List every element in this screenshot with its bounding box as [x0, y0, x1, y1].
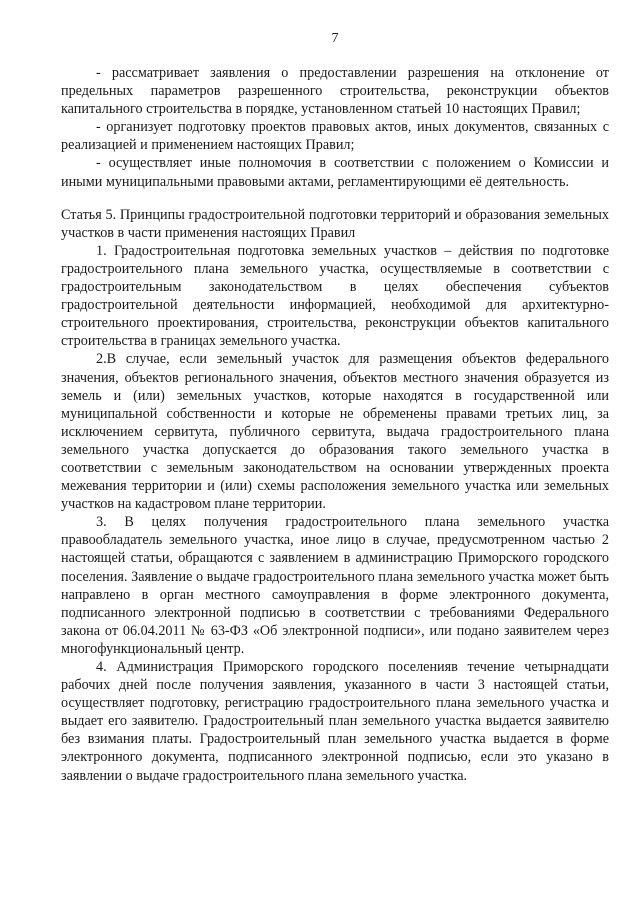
list-item: - осуществляет иные полномочия в соответствии с положением о Комиссии и иными муниципальными правовыми актами, регламентирующими её деятельность.	[61, 155, 609, 190]
section-spacer	[61, 191, 609, 206]
list-item: - организует подготовку проектов правовых актов, иных документов, связанных с реализацией и применением настоящих Правил;	[61, 119, 609, 154]
list-item: - рассматривает заявления о предоставлении разрешения на отклонение от предельных параметров разрешенного строительства, реконструкции объектов капитального строительства в порядке, установленном статьей 10 настоящих Правил;	[61, 65, 609, 118]
article-paragraph: 1. Градостроительная подготовка земельных участков – действия по подготовке градостроительного плана земельного участка, осуществляемые в соответствии с градостроительным законодательством в целях обеспечения субъектов градостроительной деятельности информацией, необходимой для архитектурно-строительного проектирования, строительства, реконструкции объектов капитального строительства в границах земельного участка.	[61, 242, 609, 350]
article-title: Статья 5. Принципы градостроительной подготовки территорий и образования земельных участков в части применения настоящих Правил	[61, 206, 609, 241]
document-page	[61, 30, 609, 785]
page-number: 7	[331, 31, 339, 46]
article-paragraph: 3. В целях получения градостроительного плана земельного участка правообладатель земельного участка, иное лицо в случае, предусмотренном частью 2 настоящей статьи, обращаются с заявлением в администрацию Приморского городского поселения. Заявление о выдаче градостроительного плана земельного участка может быть направлено в орган местного самоуправления в форме электронного документа, подписанного электронной подписью в соответствии с требованиями Федерального закона от 06.04.2011 № 63-ФЗ «Об электронной подписи», или подано заявителем через многофункциональный центр.	[61, 514, 609, 657]
article-paragraph: 4. Администрация Приморского городского поселенияв течение четырнадцати рабочих дней после получения заявления, указанного в части 3 настоящей статьи, осуществляет подготовку, регистрацию градостроительного плана земельного участка и выдает его заявителю. Градостроительный план земельного участка выдается заявителю без взимания платы. Градостроительный план земельного участка выдается в форме электронного документа, подписанного электронной подписью, если это указано в заявлении о выдаче градостроительного плана земельного участка.	[61, 659, 609, 784]
article-paragraph: 2.В случае, если земельный участок для размещения объектов федерального значения, объектов регионального значения, объектов местного значения образуется из земель и (или) земельных участков, которые находятся в государственной или муниципальной собственности и которые не обременены правами третьих лиц, за исключением сервитута, публичного сервитута, выдача градостроительного плана земельного участка допускается до образования такого земельного участка в соответствии с земельным законодательством на основании утвержденных проекта межевания территории и (или) схемы расположения земельного участка или земельных участков на кадастровом плане территории.	[61, 351, 609, 513]
